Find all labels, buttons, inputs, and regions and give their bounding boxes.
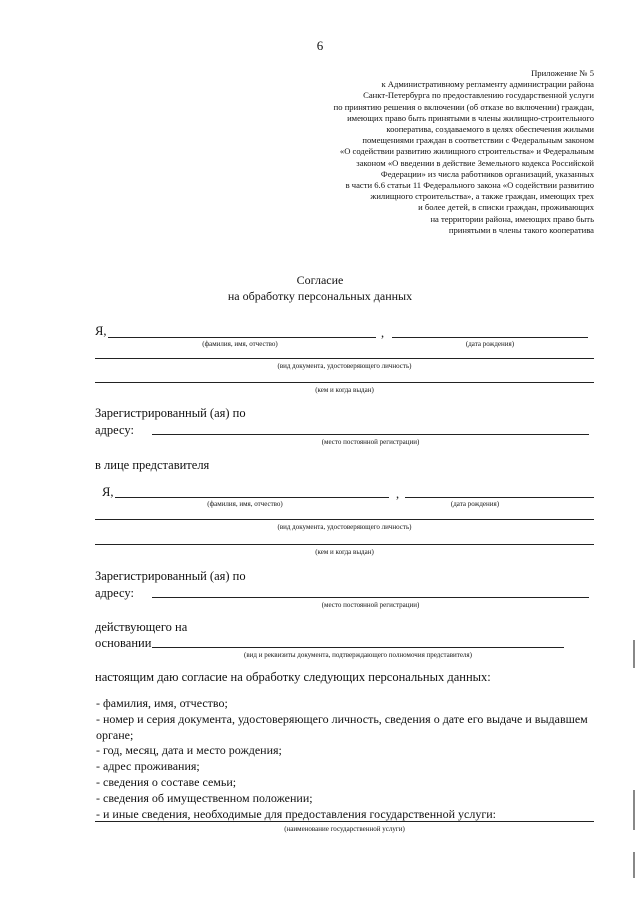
representative-basis-field[interactable] [152, 647, 564, 648]
appendix-line: принятыми в члены такого кооператива [448, 224, 594, 235]
applicant-fio-caption: (фамилия, имя, отчество) [202, 340, 278, 348]
list-item: - и иные сведения, необходимые для предоставления государственной услуги: [96, 806, 496, 821]
applicant-registered-label: Зарегистрированный (ая) по [95, 406, 246, 420]
applicant-birthdate-field[interactable] [392, 337, 588, 338]
representative-birthdate-caption: (дата рождения) [450, 500, 500, 508]
representative-ya-label: Я, [102, 485, 114, 499]
appendix-line: помещениями граждан в соответствии с Федеральным законом [362, 135, 594, 146]
applicant-id-document-caption: (вид документа, удостоверяющего личность) [277, 362, 412, 370]
representative-header: в лице представителя [95, 458, 210, 472]
representative-address-caption: (место постоянной регистрации) [321, 601, 420, 609]
representative-id-document-caption: (вид документа, удостоверяющего личность) [277, 523, 412, 531]
list-item: - сведения о составе семьи; [96, 774, 237, 789]
appendix-header [294, 68, 594, 236]
list-item: - сведения об имущественном положении; [96, 790, 313, 805]
applicant-issued-by-caption: (кем и когда выдан) [315, 386, 374, 394]
representative-fio-caption: (фамилия, имя, отчество) [207, 500, 283, 508]
representative-id-document-field[interactable] [95, 519, 594, 520]
representative-acting-label: действующего на [95, 620, 188, 634]
title-line-2: на обработку персональных данных [227, 289, 413, 303]
appendix-line: Приложение № 5 [531, 68, 594, 78]
representative-address-field[interactable] [152, 597, 589, 598]
consent-intro: настоящим даю согласие на обработку следующих персональных данных: [95, 670, 491, 684]
scan-edge-mark [633, 640, 635, 668]
applicant-id-document-field[interactable] [95, 358, 594, 359]
appendix-line: по принятию решения о включении (об отказе во включении) граждан, [333, 101, 594, 112]
representative-address-label: адресу: [95, 586, 134, 600]
appendix-line: Федерации» из числа работников организаций, указанных [380, 168, 594, 179]
applicant-address-label: адресу: [95, 423, 134, 437]
representative-basis-caption: (вид и реквизиты документа, подтверждающего полномочия представителя) [244, 651, 472, 659]
list-item: - номер и серия документа, удостоверяющего личность, сведения о дате его выдаче и выдавшем [96, 711, 588, 726]
applicant-issued-by-field[interactable] [95, 382, 594, 383]
representative-birthdate-field[interactable] [405, 497, 594, 498]
scan-edge-mark [633, 790, 635, 830]
applicant-fio-field[interactable] [108, 337, 376, 338]
list-item: органе; [96, 727, 134, 742]
list-item: - год, месяц, дата и место рождения; [96, 743, 282, 758]
representative-fio-field[interactable] [115, 497, 389, 498]
document-title [0, 272, 640, 304]
representative-issued-by-caption: (кем и когда выдан) [315, 548, 374, 556]
page-number: 6 [316, 38, 324, 53]
applicant-address-caption: (место постоянной регистрации) [321, 438, 420, 446]
scan-edge-mark [633, 852, 635, 878]
appendix-line: «О содействии развитию жилищного строительства» и Федеральным [339, 146, 594, 157]
list-item: - фамилия, имя, отчество; [96, 696, 228, 710]
service-name-caption: (наименование государственной услуги) [284, 825, 405, 833]
appendix-line: законом «О введении в действие Земельного кодекса Российской [356, 157, 594, 168]
appendix-line: кооператива, создаваемого в целях обеспечения жилыми [386, 124, 594, 135]
appendix-line: имеющих право быть принятыми в члены жилищно-строительного [347, 112, 594, 123]
representative-comma: , [396, 487, 400, 501]
list-item: - адрес проживания; [96, 759, 200, 774]
applicant-address-field[interactable] [152, 434, 589, 435]
title-line-1: Согласие [296, 273, 344, 287]
applicant-birthdate-caption: (дата рождения) [465, 340, 515, 348]
representative-registered-label: Зарегистрированный (ая) по [95, 569, 246, 583]
appendix-line: на территории района, имеющих право быть [430, 213, 594, 224]
appendix-line: жилищного строительства», а также граждан, имеющих трех [370, 191, 594, 202]
consent-data-list [96, 696, 606, 822]
appendix-line: к Административному регламенту администрации района [381, 79, 594, 90]
representative-basis-label: основании [95, 636, 152, 650]
appendix-line: Санкт-Петербурга по предоставлению государственной услуги [363, 90, 594, 101]
service-name-field[interactable] [95, 821, 594, 822]
representative-issued-by-field[interactable] [95, 544, 594, 545]
applicant-ya-label: Я, [95, 324, 107, 338]
applicant-comma: , [381, 326, 385, 340]
appendix-line: и более детей, в списки граждан, проживающих [418, 202, 594, 213]
appendix-line: в части 6.6 статьи 11 Федерального закона «О содействии развитию [345, 180, 594, 191]
